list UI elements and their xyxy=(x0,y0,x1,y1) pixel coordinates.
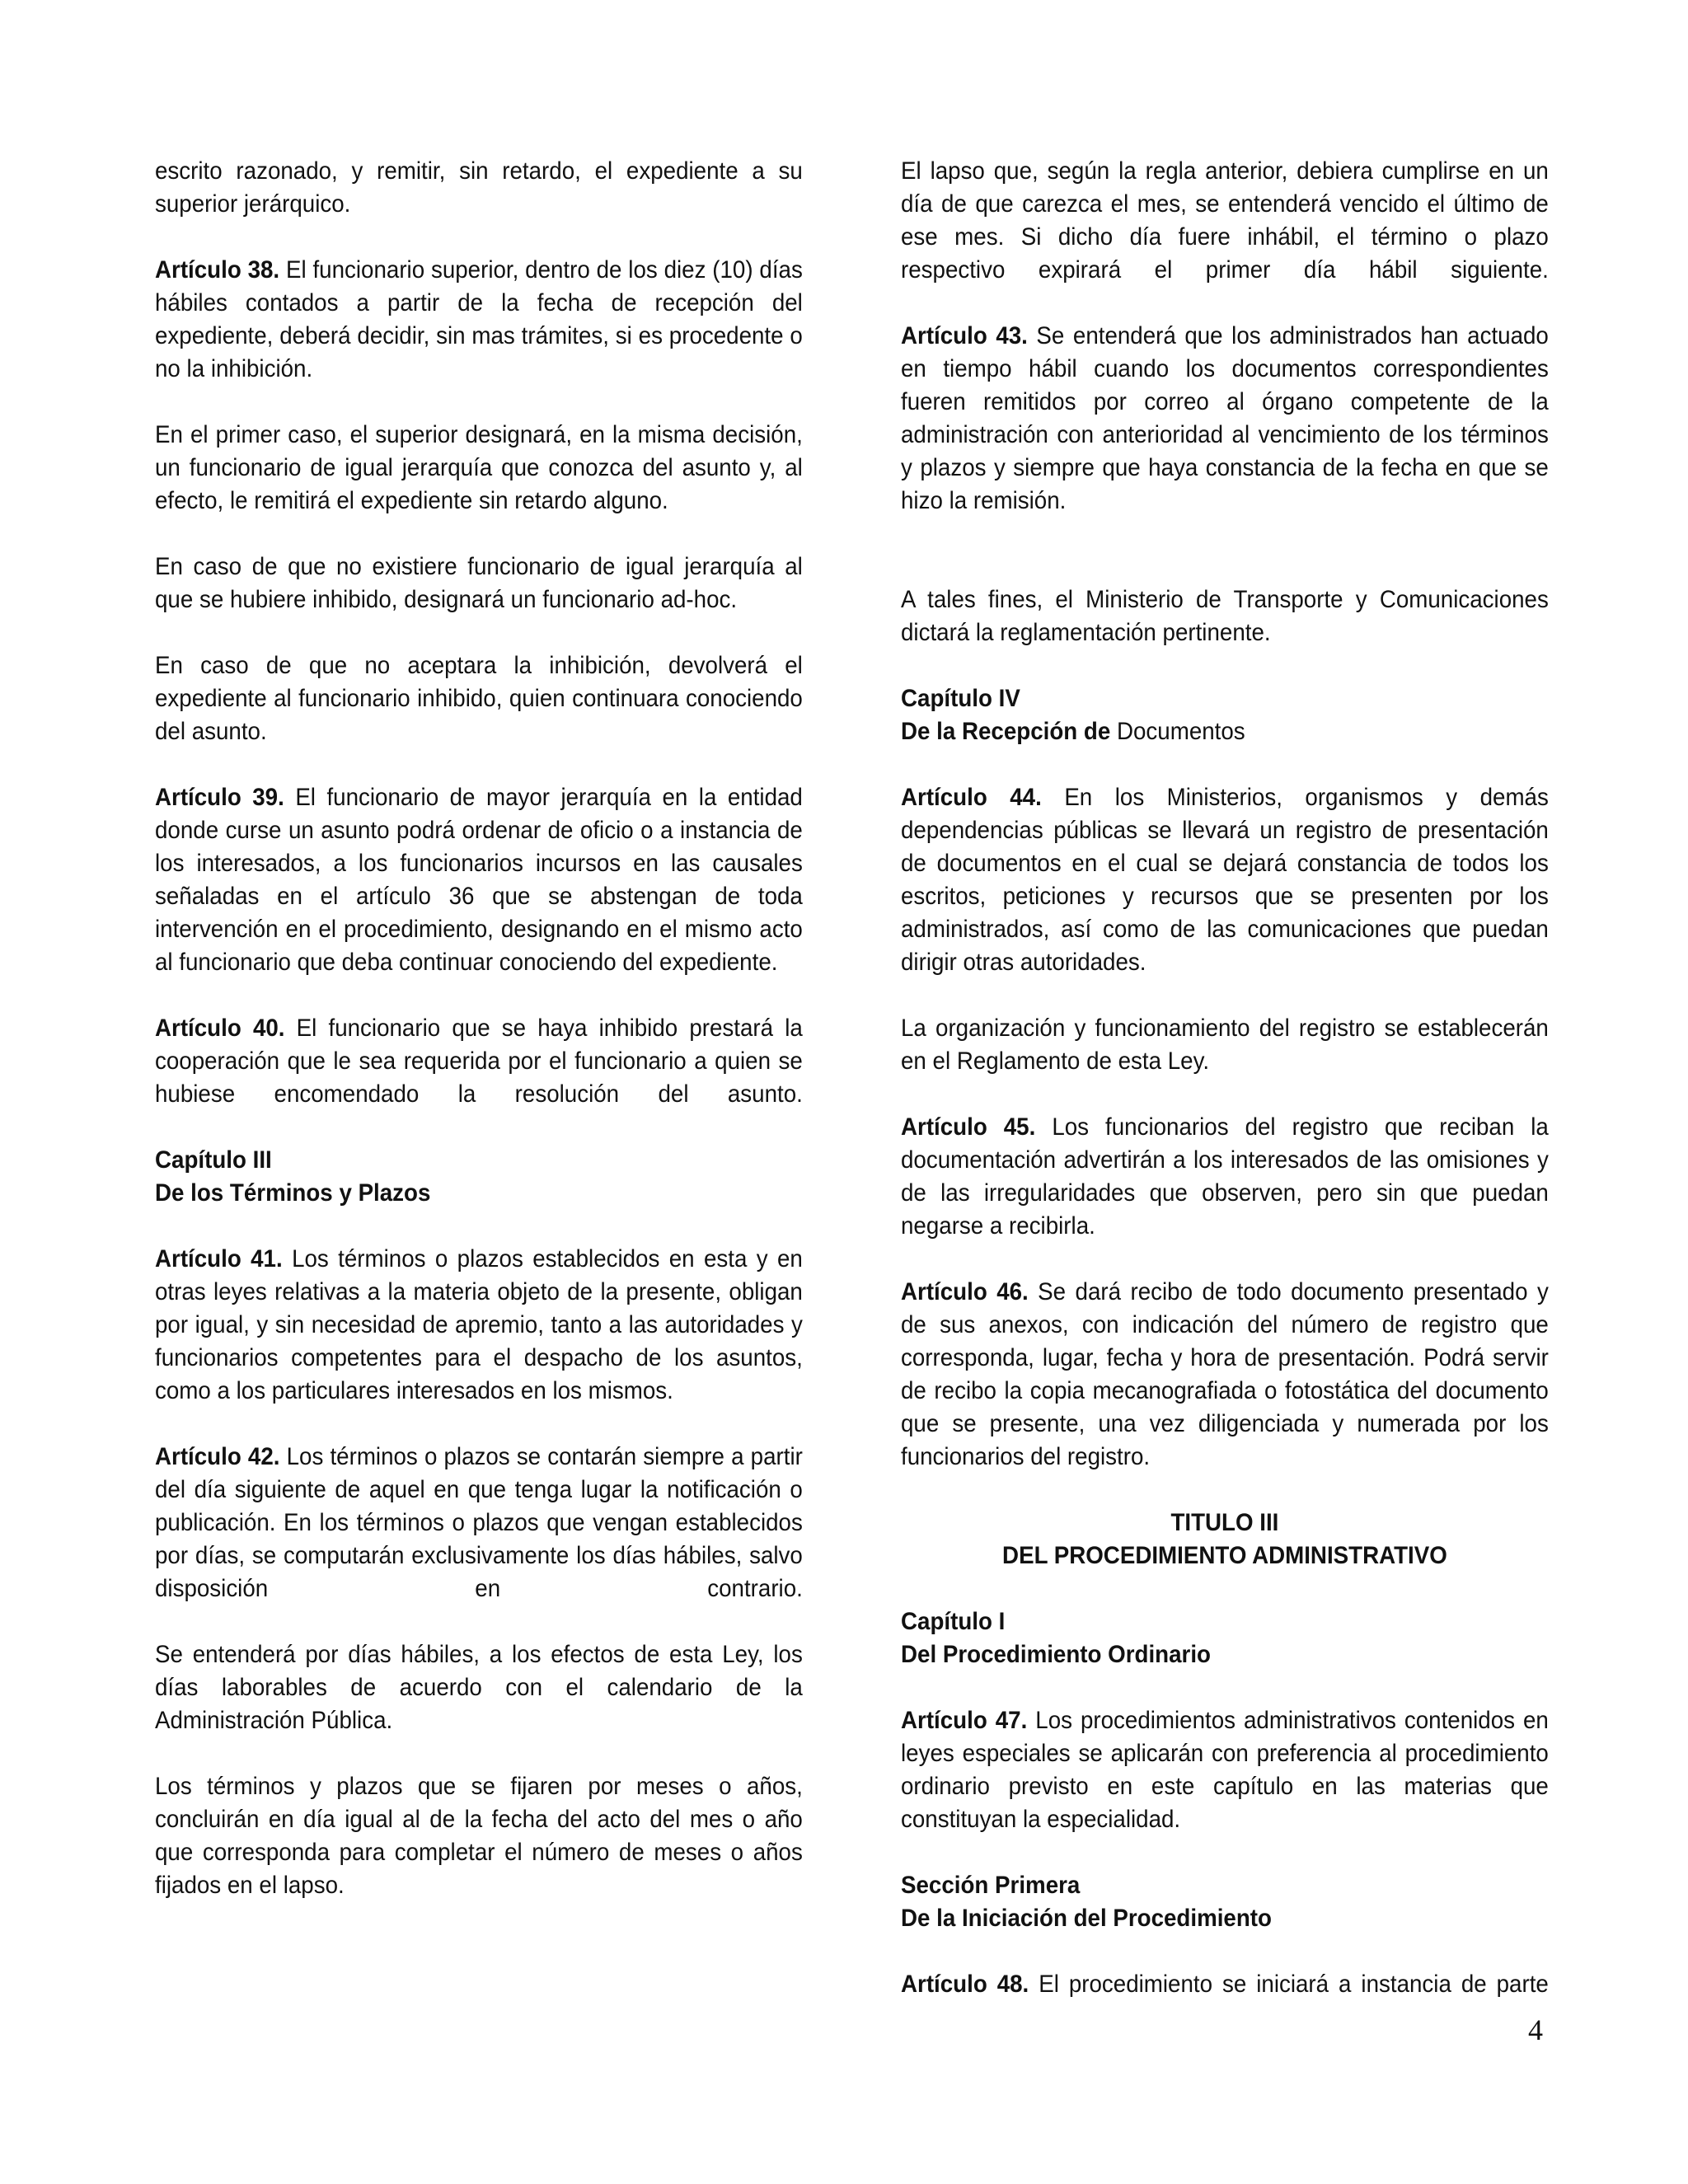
chapter-title: Capítulo IV xyxy=(901,685,1020,712)
article-text: El funcionario de mayor jerarquía en la entidad donde curse un asunto podrá ordenar de oficio o a instancia de los interesados, a los funcionarios incursos en las causales señaladas en el artículo 36 que se abstengan de toda intervención en el procedimiento, designando en el mismo acto al funcionario que deba continuar conociendo del expediente. xyxy=(155,784,803,976)
chapter-subtitle-rest: Documentos xyxy=(1110,718,1245,745)
article-label: Artículo 44. xyxy=(901,784,1042,811)
article-47 xyxy=(901,1704,1549,1836)
chapter-subtitle-bold: De la Recepción de xyxy=(901,718,1111,745)
article-text: Se dará recibo de todo documento presentado y de sus anexos, con indicación del número de registro que corresponda, lugar, fecha y hora de presentación. Podrá servir de recibo la copia mecanografiada o fotostática del documento que se presente, una vez diligenciada y numerada por los funcionarios del registro. xyxy=(901,1278,1549,1470)
article-text: En los Ministerios, organismos y demás dependencias públicas se llevará un registro de presentación de documentos en el cual se dejará constancia de todos los escritos, peticiones y recursos que se presenten por los administrados, así como de las comunicaciones que puedan dirigir otras autoridades. xyxy=(901,784,1549,976)
title-name: DEL PROCEDIMIENTO ADMINISTRATIVO xyxy=(1002,1542,1447,1569)
article-46 xyxy=(901,1276,1549,1474)
paragraph: A tales fines, el Ministerio de Transporte y Comunicaciones dictará la reglamentación pertinente. xyxy=(901,586,1549,646)
left-column xyxy=(155,155,803,1935)
chapter-heading xyxy=(155,1144,803,1210)
paragraph: En caso de que no aceptara la inhibición, devolverá el expediente al funcionario inhibido, quien continuara conociendo del asunto. xyxy=(155,652,803,745)
chapter-title: Capítulo III xyxy=(155,1146,272,1174)
article-43 xyxy=(901,320,1549,518)
article-39 xyxy=(155,781,803,979)
paragraph: El lapso que, según la regla anterior, debiera cumplirse en un día de que carezca el mes, se entenderá vencido el último de ese mes. Si dicho día fuere inhábil, el término o plazo respectivo expirará el primer día hábil siguiente. xyxy=(901,157,1549,284)
paragraph: En el primer caso, el superior designará, en la misma decisión, un funcionario de igual jerarquía que conozca del asunto y, al efecto, le remitirá el expediente sin retardo alguno. xyxy=(155,421,803,514)
article-label: Artículo 47. xyxy=(901,1707,1028,1734)
paragraph: Se entenderá por días hábiles, a los efectos de esta Ley, los días laborables de acuerdo con el calendario de la Administración Pública. xyxy=(155,1641,803,1734)
article-text: Los procedimientos administrativos contenidos en leyes especiales se aplicarán con preferencia al procedimiento ordinario previsto en este capítulo en las materias que constituyan la especialidad. xyxy=(901,1707,1549,1833)
paragraph: En caso de que no existiere funcionario de igual jerarquía al que se hubiere inhibido, designará un funcionario ad-hoc. xyxy=(155,553,803,613)
article-40 xyxy=(155,1012,803,1111)
article-text: Los funcionarios del registro que reciban la documentación advertirán a los interesados de las omisiones y de las irregularidades que observen, pero sin que puedan negarse a recibirla. xyxy=(901,1113,1549,1240)
article-label: Artículo 45. xyxy=(901,1113,1036,1141)
section-title: Sección Primera xyxy=(901,1872,1081,1899)
paragraph: La organización y funcionamiento del registro se establecerán en el Reglamento de esta Ley. xyxy=(901,1015,1549,1075)
article-text: Los términos o plazos se contarán siempre a partir del día siguiente de aquel en que tenga lugar la notificación o publicación. En los términos o plazos que vengan establecidos por días, se computarán exclusivamente los días hábiles, salvo disposición en contrario. xyxy=(155,1443,803,1602)
spacer xyxy=(901,551,1549,583)
chapter-heading xyxy=(901,1605,1549,1671)
article-text: El procedimiento se iniciará a instancia de parte xyxy=(1029,1971,1549,1998)
chapter-subtitle: De los Términos y Plazos xyxy=(155,1179,431,1207)
title-number: TITULO III xyxy=(1170,1509,1279,1536)
article-45 xyxy=(901,1111,1549,1243)
article-text: Se entenderá que los administrados han actuado en tiempo hábil cuando los documentos correspondientes fueren remitidos por correo al órgano competente de la administración con anterioridad al vencimiento de los términos y plazos y siempre que haya constancia de la fecha en que se hizo la remisión. xyxy=(901,322,1549,514)
article-label: Artículo 46. xyxy=(901,1278,1029,1305)
article-41 xyxy=(155,1243,803,1408)
article-text: El funcionario que se haya inhibido prestará la cooperación que le sea requerida por el funcionario a quien se hubiese encomendado la resolución del asunto. xyxy=(155,1015,803,1108)
paragraph: escrito razonado, y remitir, sin retardo, el expediente a su superior jerárquico. xyxy=(155,157,803,218)
article-label: Artículo 48. xyxy=(901,1971,1029,1998)
right-column xyxy=(901,155,1549,2034)
chapter-subtitle: Del Procedimiento Ordinario xyxy=(901,1641,1211,1668)
article-label: Artículo 42. xyxy=(155,1443,280,1470)
article-label: Artículo 41. xyxy=(155,1245,283,1272)
chapter-title: Capítulo I xyxy=(901,1608,1006,1635)
article-label: Artículo 43. xyxy=(901,322,1028,349)
article-label: Artículo 39. xyxy=(155,784,284,811)
article-44 xyxy=(901,781,1549,979)
article-label: Artículo 38. xyxy=(155,256,280,284)
article-text: El funcionario superior, dentro de los diez (10) días hábiles contados a partir de la fecha de recepción del expediente, deberá decidir, sin mas trámites, si es procedente o no la inhibición. xyxy=(155,256,803,382)
article-48 xyxy=(901,1968,1549,2001)
section-heading xyxy=(901,1869,1549,1935)
page-number: 4 xyxy=(1528,2013,1543,2046)
paragraph: Los términos y plazos que se fijaren por meses o años, concluirán en día igual al de la fecha del acto del mes o año que corresponda para completar el número de meses o años fijados en el lapso. xyxy=(155,1773,803,1899)
article-text: Los términos o plazos establecidos en esta y en otras leyes relativas a la materia objeto de la presente, obligan por igual, y sin necesidad de apremio, tanto a las autoridades y funcionarios competentes para el despacho de los asuntos, como a los particulares interesados en los mismos. xyxy=(155,1245,803,1404)
article-38 xyxy=(155,254,803,386)
section-subtitle: De la Iniciación del Procedimiento xyxy=(901,1905,1272,1932)
title-heading xyxy=(901,1507,1549,1572)
chapter-subtitle xyxy=(901,715,1549,748)
article-42 xyxy=(155,1441,803,1605)
article-label: Artículo 40. xyxy=(155,1015,285,1042)
chapter-heading xyxy=(901,682,1549,748)
